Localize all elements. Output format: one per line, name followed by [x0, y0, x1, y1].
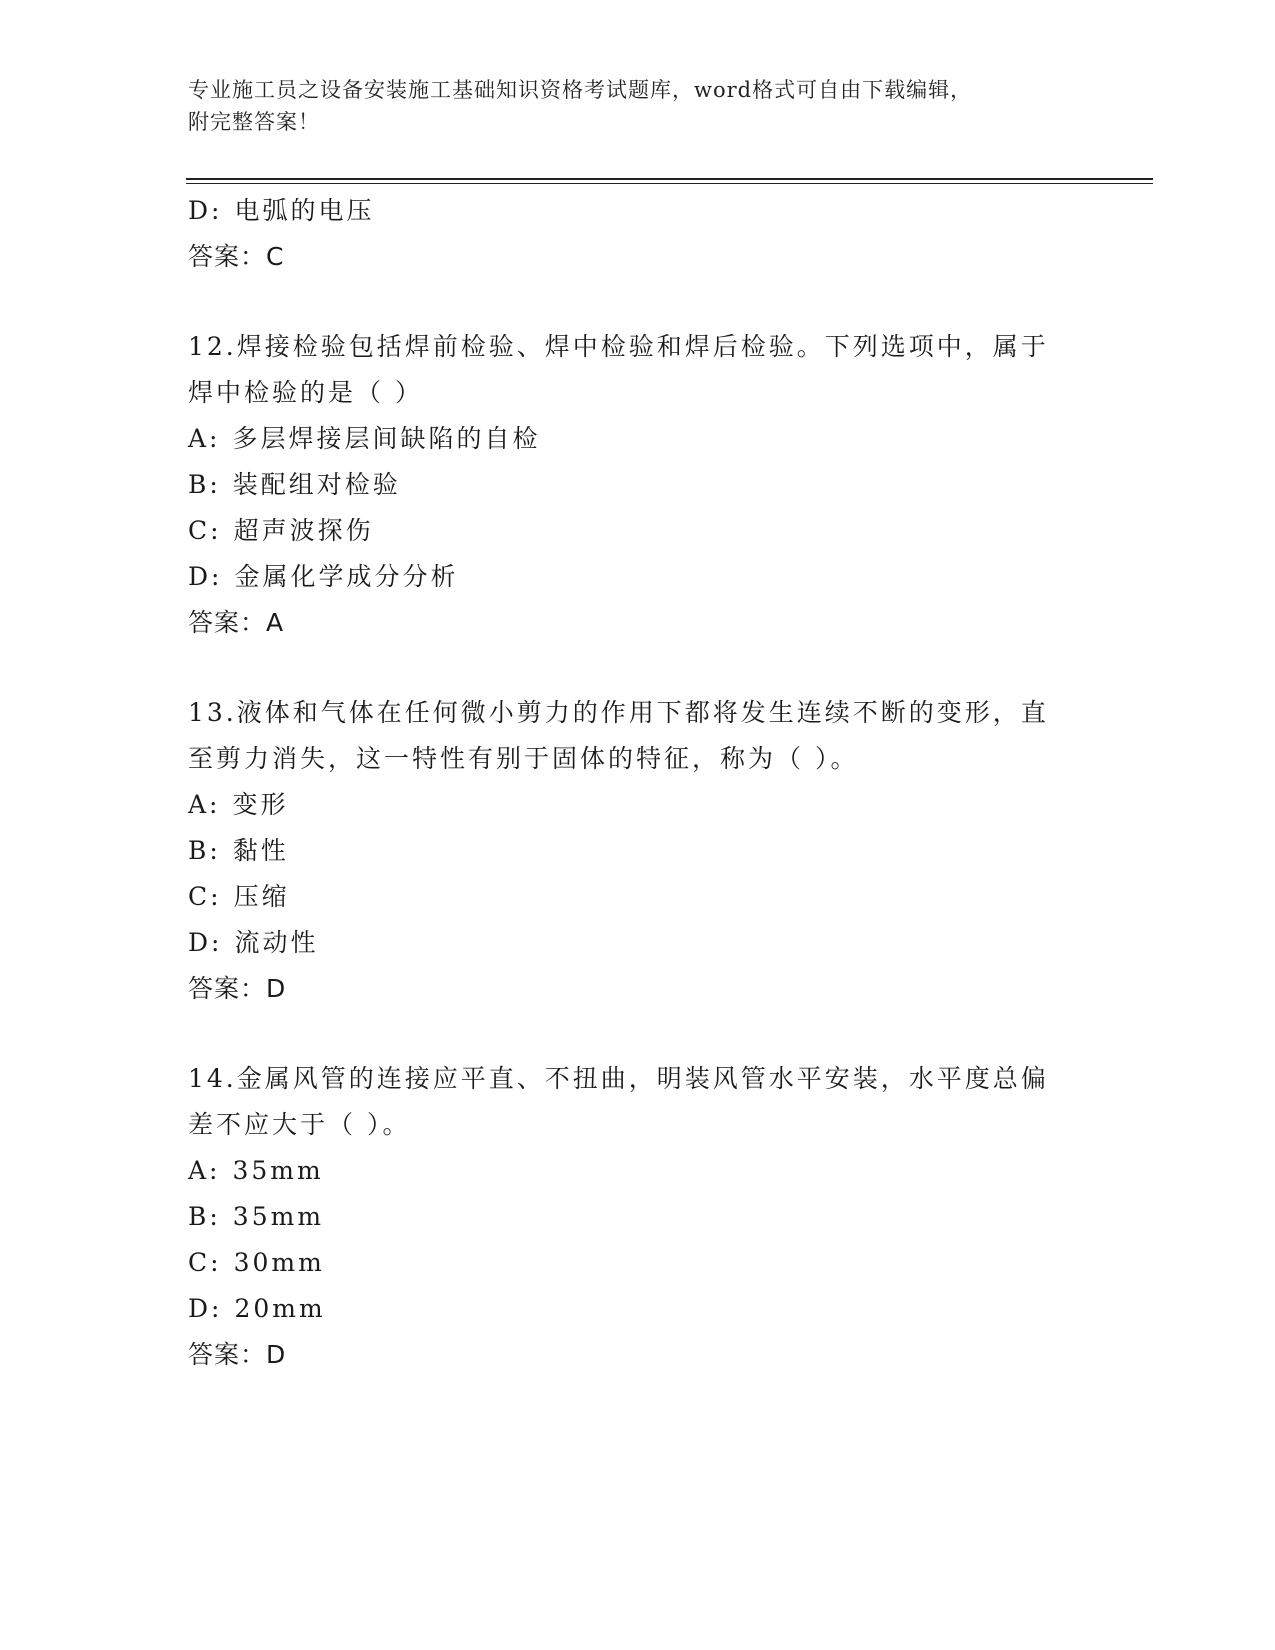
option-c	[188, 874, 1088, 920]
option-text: 装配组对检验	[232, 470, 401, 499]
option-b	[188, 462, 1088, 508]
option-text: 多层焊接层间缺陷的自检	[232, 424, 541, 453]
question-14	[188, 1056, 1088, 1378]
header-line-2: 附完整答案！	[188, 110, 320, 134]
option-d	[188, 1286, 1088, 1332]
answer-line: 答案：A	[188, 608, 285, 637]
question-13	[188, 690, 1088, 1012]
option-label: A:	[188, 790, 221, 819]
option-label: D:	[188, 562, 223, 591]
option-text: 20mm	[234, 1294, 326, 1323]
question-stem-line-2: 差不应大于（ ）。	[188, 1110, 411, 1139]
option-text: 电弧的电压	[234, 196, 375, 225]
option-text: 变形	[232, 790, 289, 819]
option-d	[188, 188, 1088, 234]
question-stem-line-2: 至剪力消失，这一特性有别于固体的特征，称为（ ）。	[188, 744, 859, 773]
option-c	[188, 508, 1088, 554]
option-label: B:	[188, 1202, 221, 1231]
question-stem-line-1: 14.金属风管的连接应平直、不扭曲，明装风管水平安装，水平度总偏	[188, 1064, 1049, 1093]
question-stem-line-2: 焊中检验的是（ ）	[188, 378, 423, 407]
option-c	[188, 1240, 1088, 1286]
option-label: C:	[188, 882, 222, 911]
option-text: 流动性	[234, 928, 319, 957]
answer-line: 答案：C	[188, 242, 285, 271]
question-12	[188, 324, 1088, 646]
option-label: D:	[188, 196, 223, 225]
option-d	[188, 554, 1088, 600]
option-a	[188, 416, 1088, 462]
option-label: A:	[188, 424, 221, 453]
option-text: 黏性	[232, 836, 289, 865]
option-text: 金属化学成分分析	[234, 562, 459, 591]
question-content	[188, 188, 1088, 1378]
option-d	[188, 920, 1088, 966]
option-a	[188, 782, 1088, 828]
answer-line: 答案：D	[188, 1340, 287, 1369]
option-text: 30mm	[233, 1248, 325, 1277]
question-stem-line-1: 13.液体和气体在任何微小剪力的作用下都将发生连续不断的变形，直	[188, 698, 1049, 727]
option-label: D:	[188, 928, 223, 957]
previous-question-tail	[188, 188, 1088, 280]
question-stem-line-1: 12.焊接检验包括焊前检验、焊中检验和焊后检验。下列选项中，属于	[188, 332, 1049, 361]
option-label: B:	[188, 836, 221, 865]
header-line-1: 专业施工员之设备安装施工基础知识资格考试题库，word格式可自由下载编辑，	[188, 78, 973, 102]
option-label: C:	[188, 516, 222, 545]
answer-line: 答案：D	[188, 974, 287, 1003]
option-b	[188, 1194, 1088, 1240]
option-b	[188, 828, 1088, 874]
option-label: B:	[188, 470, 221, 499]
header-divider-thin	[186, 183, 1153, 184]
option-text: 35mm	[232, 1156, 324, 1185]
option-label: C:	[188, 1248, 222, 1277]
option-a	[188, 1148, 1088, 1194]
option-label: A:	[188, 1156, 221, 1185]
option-label: D:	[188, 1294, 223, 1323]
option-text: 压缩	[233, 882, 290, 911]
option-text: 超声波探伤	[233, 516, 374, 545]
option-text: 35mm	[232, 1202, 325, 1231]
header-divider-thick	[186, 178, 1153, 180]
page-header	[188, 74, 1088, 138]
